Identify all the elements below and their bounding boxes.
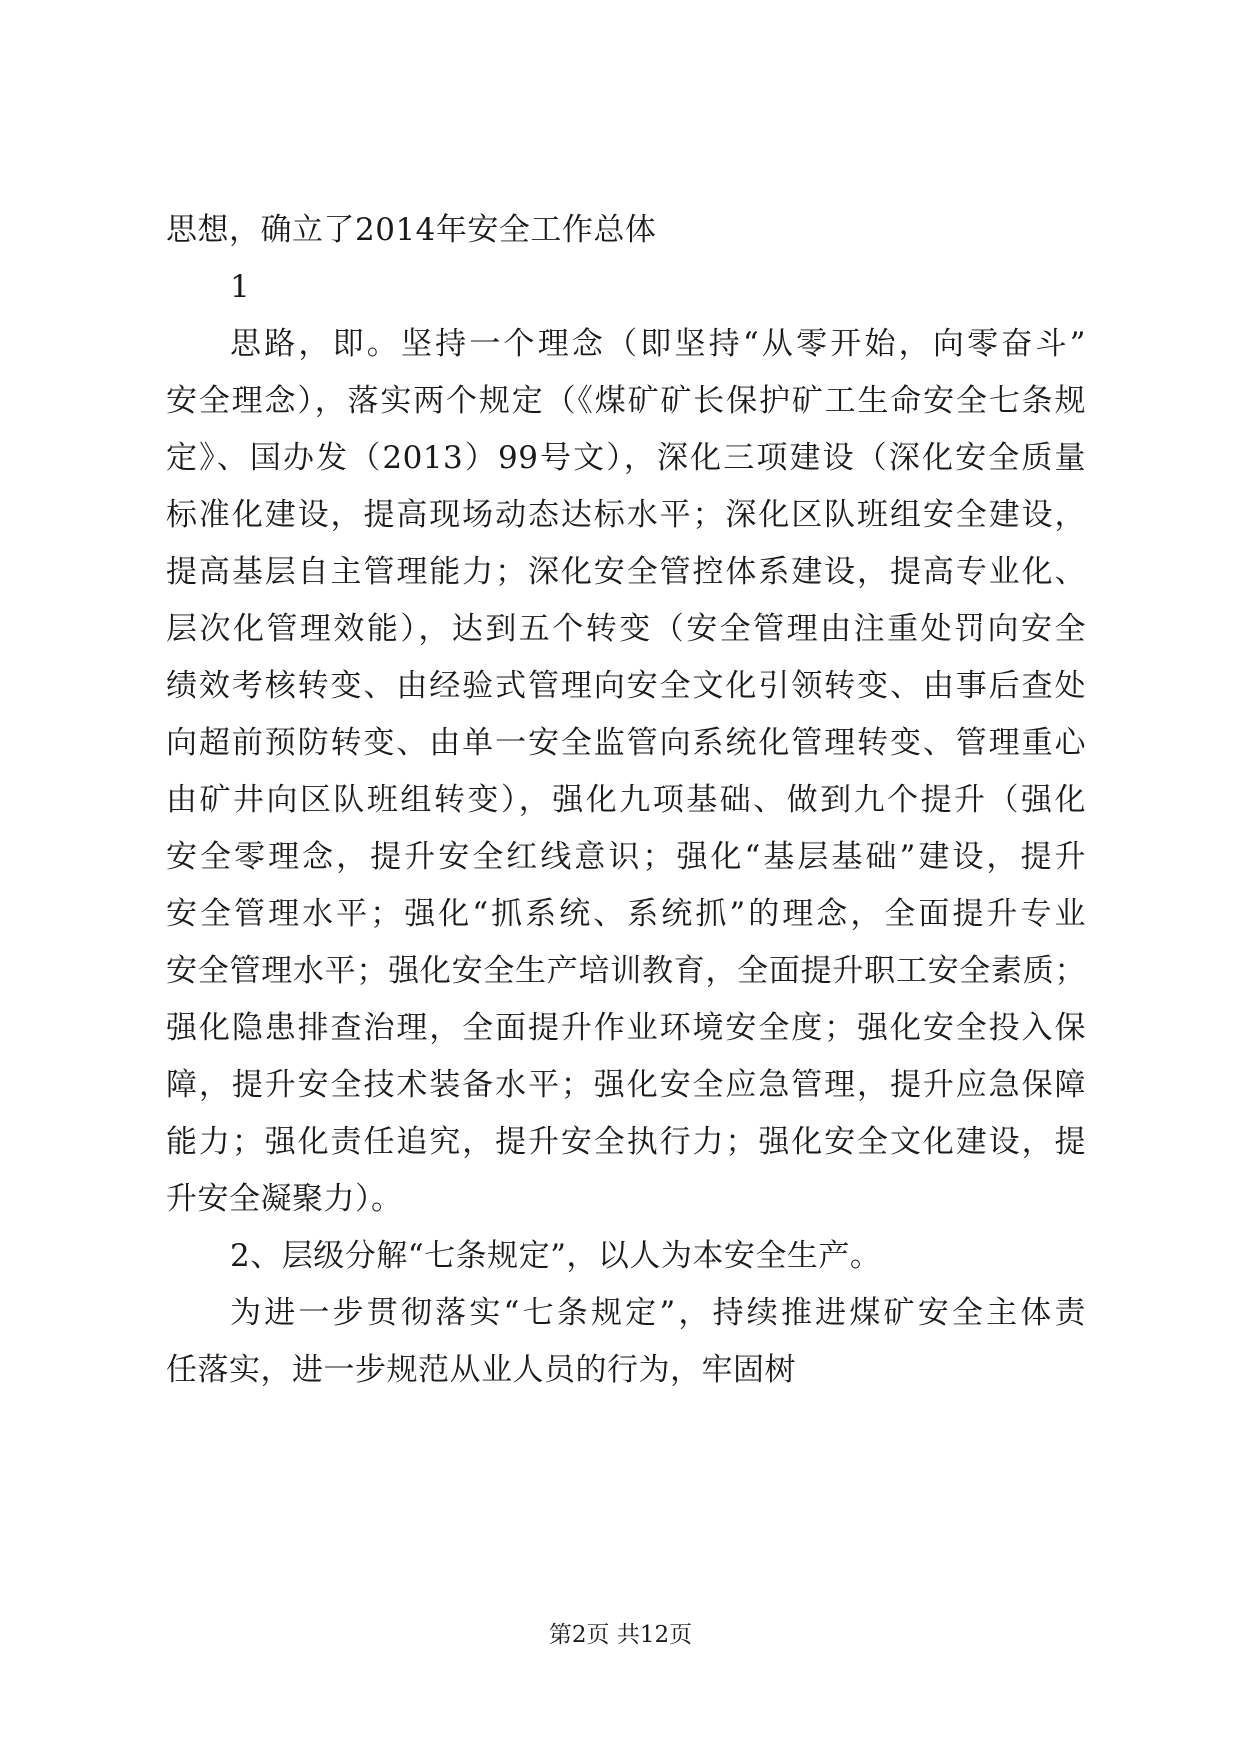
text-line: 障，提升安全技术装备水平；强化安全应急管理，提升应急保障 xyxy=(166,1067,1086,1103)
paragraph-first-line: 为进一步贯彻落实“七条规定”，持续推进煤矿安全主体责 xyxy=(230,1295,1086,1331)
text-line: 提高基层自主管理能力；深化安全管控体系建设，提高专业化、 xyxy=(166,554,1086,590)
text-line: 绩效考核转变、由经验式管理向安全文化引领转变、由事后查处 xyxy=(166,668,1086,704)
text-line: 思想，确立了2014年安全工作总体 xyxy=(166,212,657,248)
text-line: 由矿井向区队班组转变），强化九项基础、做到九个提升（强化 xyxy=(166,782,1086,818)
section-heading: 2、层级分解“七条规定”，以人为本安全生产。 xyxy=(230,1238,882,1274)
text-line: 强化隐患排查治理，全面提升作业环境安全度；强化安全投入保 xyxy=(166,1010,1086,1046)
text-line: 标准化建设，提高现场动态达标水平；深化区队班组安全建设， xyxy=(166,497,1086,533)
text-line: 升安全凝聚力）。 xyxy=(166,1181,403,1217)
text-line: 定》、国办发（2013）99号文），深化三项建设（深化安全质量 xyxy=(166,440,1086,476)
text-line: 安全管理水平；强化安全生产培训教育，全面提升职工安全素质； xyxy=(166,953,1086,989)
text-line: 安全理念），落实两个规定（《煤矿矿长保护矿工生命安全七条规 xyxy=(166,383,1086,419)
text-line: 安全零理念，提升安全红线意识；强化“基层基础”建设，提升 xyxy=(166,839,1086,875)
text-line: 向超前预防转变、由单一安全监管向系统化管理转变、管理重心 xyxy=(166,725,1086,761)
text-line: 能力；强化责任追究，提升安全执行力；强化安全文化建设，提 xyxy=(166,1124,1086,1160)
page-number-marker: 1 xyxy=(230,269,251,305)
text-line: 安全管理水平；强化“抓系统、系统抓”的理念，全面提升专业 xyxy=(166,896,1086,932)
paragraph-first-line: 思路，即。坚持一个理念（即坚持“从零开始，向零奋斗” xyxy=(230,326,1086,362)
text-line: 任落实，进一步规范从业人员的行为，牢固树 xyxy=(166,1352,796,1388)
page-footer: 第2页 共12页 xyxy=(548,1622,693,1648)
text-line: 层次化管理效能），达到五个转变（安全管理由注重处罚向安全 xyxy=(166,611,1086,647)
